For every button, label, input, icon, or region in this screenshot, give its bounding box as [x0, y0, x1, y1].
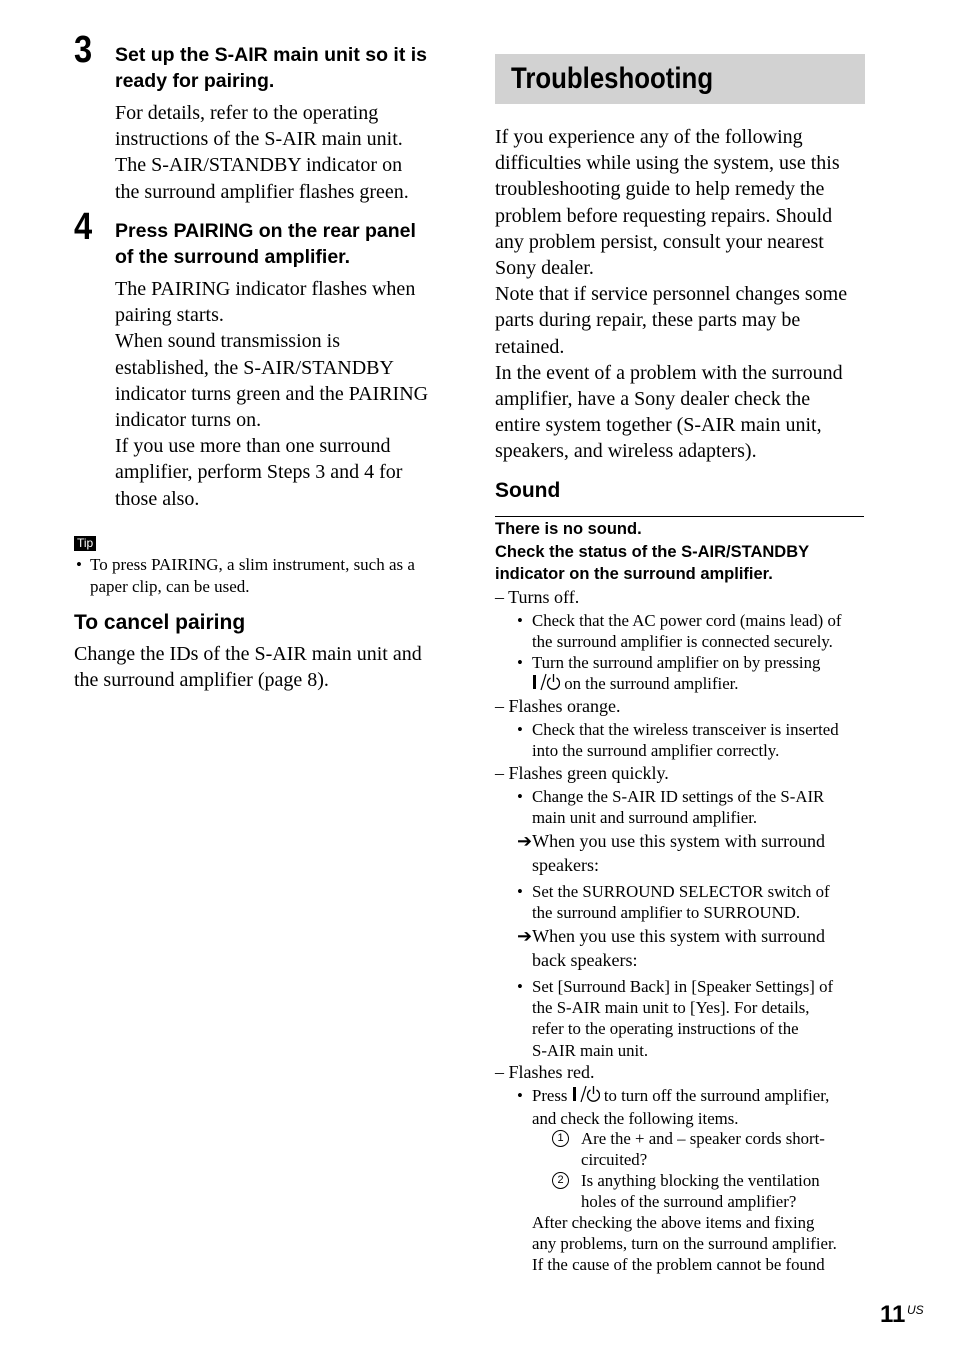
status-flashes-green: – Flashes green quickly.	[495, 763, 669, 783]
tip-line: To press PAIRING, a slim instrument, such as a	[90, 555, 415, 574]
bullet-line-start: Press	[532, 1086, 572, 1105]
body-line: Sony dealer.	[495, 257, 594, 280]
page-number-suffix: US	[907, 1303, 924, 1317]
page-title: Troubleshooting	[511, 62, 714, 95]
body-line: If you use more than one surround	[115, 435, 391, 458]
cancel-pairing-heading: To cancel pairing	[74, 611, 246, 634]
step-title-line: of the surround amplifier.	[115, 246, 351, 268]
bullet-text	[532, 881, 867, 923]
bullet-text	[532, 976, 867, 1061]
bullet-line: into the surround amplifier correctly.	[532, 741, 780, 761]
body-line: The PAIRING indicator flashes when	[115, 278, 416, 300]
body-line: the surround amplifier (page 8).	[74, 669, 329, 692]
bullet-item	[517, 881, 867, 925]
body-line: amplifier, perform Steps 3 and 4 for	[115, 461, 403, 484]
body-line: Change the IDs of the S-AIR main unit and	[74, 643, 422, 665]
status-flashes-orange: – Flashes orange.	[495, 696, 621, 716]
problem-heading	[495, 518, 867, 586]
bullet: •	[517, 1086, 523, 1105]
arrow-line: speakers:	[532, 855, 599, 875]
tip-line: paper clip, can be used.	[90, 576, 250, 596]
bullet: •	[517, 787, 523, 806]
numbered-line: Is anything blocking the ventilation	[581, 1171, 820, 1190]
body-line: amplifier, have a Sony dealer check the	[495, 388, 811, 411]
body-line: parts during repair, these parts may be	[495, 309, 801, 332]
bullet: •	[517, 611, 523, 630]
bullet-line	[532, 1085, 867, 1108]
bullet-line: S-AIR main unit.	[532, 1040, 649, 1060]
bullet-item	[517, 610, 867, 654]
bullet-item	[517, 652, 867, 696]
bullet-line: Check that the AC power cord (mains lead) of	[532, 611, 842, 630]
page-number: 11	[880, 1301, 906, 1328]
bullet-line: and check the following items.	[532, 1109, 739, 1129]
body-line: any problems, turn on the surround amplifier.	[532, 1234, 837, 1254]
arrow-note	[517, 829, 867, 877]
bullet-line: main unit and surround amplifier.	[532, 808, 758, 828]
body-line: Note that if service personnel changes some	[495, 283, 848, 306]
body-line: entire system together (S-AIR main unit,	[495, 414, 822, 437]
bullet: •	[517, 977, 523, 996]
body-line: The S-AIR/STANDBY indicator on	[115, 154, 403, 177]
tip-bullet: •	[76, 555, 82, 574]
circled-number: 2	[552, 1172, 569, 1189]
tip-text	[90, 554, 450, 597]
body-line: problem before requesting repairs. Should	[495, 204, 833, 227]
body-line: After checking the above items and fixing	[532, 1213, 815, 1232]
cancel-pairing-text	[74, 641, 454, 693]
bullet-line: the surround amplifier to SURROUND.	[532, 903, 801, 923]
problem-line: There is no sound.	[495, 520, 642, 538]
bullet-text	[532, 786, 867, 828]
after-check-text	[532, 1212, 872, 1276]
numbered-text	[581, 1128, 871, 1170]
bullet-item	[517, 786, 867, 830]
arrow-line: back speakers:	[532, 950, 638, 970]
section-divider	[495, 516, 864, 517]
body-line: instructions of the S-AIR main unit.	[115, 128, 403, 151]
circled-number: 1	[552, 1130, 569, 1147]
bullet-text	[532, 610, 867, 652]
bullet: •	[517, 653, 523, 672]
body-line: For details, refer to the operating	[115, 102, 379, 124]
body-line: pairing starts.	[115, 304, 224, 327]
section-title-bar	[495, 54, 865, 104]
bullet-item	[517, 1085, 867, 1129]
step-4-body	[115, 276, 460, 512]
bullet-line: Change the S-AIR ID settings of the S-AIR	[532, 787, 825, 806]
body-line: indicator turns on.	[115, 409, 262, 432]
step-title-line: Press PAIRING on the rear panel	[115, 220, 416, 242]
bullet-line	[532, 673, 867, 696]
power-icon	[532, 673, 560, 696]
body-line: If you experience any of the following	[495, 126, 803, 148]
body-line: established, the S-AIR/STANDBY	[115, 356, 394, 379]
bullet-line: the S-AIR main unit to [Yes]. For details,	[532, 998, 810, 1018]
bullet: •	[517, 882, 523, 901]
problem-line: Check the status of the S-AIR/STANDBY	[495, 542, 810, 561]
bullet: •	[517, 720, 523, 739]
numbered-line: holes of the surround amplifier?	[581, 1192, 797, 1212]
step-title-line: Set up the S-AIR main unit so it is	[115, 44, 428, 66]
body-line: When sound transmission is	[115, 330, 340, 353]
power-icon	[572, 1085, 600, 1108]
bullet-item	[517, 719, 867, 763]
bullet-line-rest: to turn off the surround amplifier,	[599, 1086, 830, 1105]
bullet-line: Set [Surround Back] in [Speaker Settings] of	[532, 977, 834, 996]
step-title-line: ready for pairing.	[115, 70, 275, 92]
bullet-item	[517, 976, 867, 1062]
body-line: In the event of a problem with the surround	[495, 361, 843, 384]
step-number: 3	[74, 29, 93, 71]
tip-badge: Tip	[74, 536, 96, 551]
problem-line: indicator on the surround amplifier.	[495, 565, 773, 583]
bullet-line: Turn the surround amplifier on by pressing	[532, 653, 821, 672]
section-heading-sound: Sound	[495, 479, 561, 502]
bullet-line: Set the SURROUND SELECTOR switch of	[532, 882, 830, 901]
bullet-text	[532, 1085, 867, 1129]
status-turns-off: – Turns off.	[495, 587, 580, 607]
body-line: retained.	[495, 335, 565, 358]
step-title	[115, 42, 455, 94]
body-line: those also.	[115, 487, 200, 510]
arrow-note	[517, 924, 867, 972]
body-line: If the cause of the problem cannot be found	[532, 1255, 825, 1275]
bullet-line: the surround amplifier is connected securely.	[532, 632, 833, 652]
body-line: indicator turns green and the PAIRING	[115, 382, 429, 405]
bullet-text	[532, 719, 867, 761]
body-line: any problem persist, consult your nearest	[495, 230, 824, 253]
step-3-body	[115, 100, 455, 205]
arrow-line: ➔When you use this system with surround	[517, 926, 826, 946]
intro-text	[495, 124, 867, 465]
body-line: the surround amplifier flashes green.	[115, 180, 409, 203]
step-title	[115, 218, 455, 270]
bullet-line-rest: on the surround amplifier.	[560, 674, 739, 694]
numbered-line: circuited?	[581, 1150, 648, 1170]
body-line: difficulties while using the system, use this	[495, 152, 840, 175]
bullet-text	[532, 652, 867, 696]
numbered-text	[581, 1170, 871, 1212]
step-number: 4	[74, 206, 93, 248]
bullet-line: Check that the wireless transceiver is inserted	[532, 720, 839, 739]
arrow-line: ➔When you use this system with surround	[517, 831, 826, 851]
status-flashes-red: – Flashes red.	[495, 1062, 595, 1082]
body-line: troubleshooting guide to help remedy the	[495, 178, 825, 201]
body-line: speakers, and wireless adapters).	[495, 440, 757, 463]
bullet-line: refer to the operating instructions of the	[532, 1019, 799, 1039]
numbered-line: Are the + and – speaker cords short-	[581, 1129, 825, 1148]
